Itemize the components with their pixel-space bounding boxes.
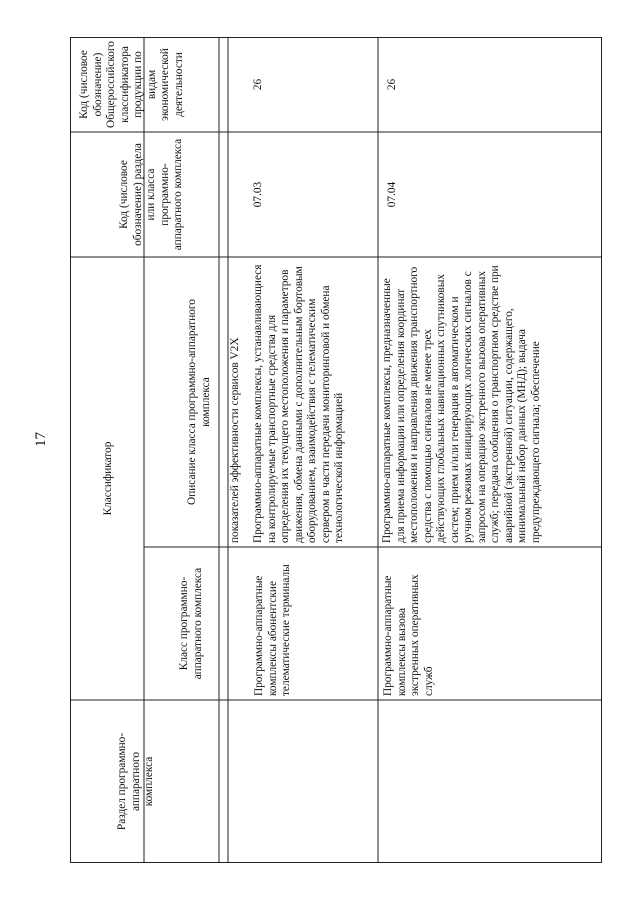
row-1-code: 07.03 bbox=[252, 181, 264, 208]
header-description: Описание класса программно-аппаратного комплекса bbox=[186, 299, 212, 505]
header-okpd: Код (числовое обозначение) Общероссийского классификатора продукции по видам экономической деятельности bbox=[78, 41, 185, 128]
classifier-table bbox=[70, 37, 602, 863]
header-code: Код (числовое обозначение) раздела или класса программно-аппаратного комплекса bbox=[118, 138, 184, 251]
spacer-row bbox=[219, 257, 228, 547]
row-2-code: 07.04 bbox=[386, 181, 398, 208]
row-2-class: Программно-аппаратные комплексы вызова экстренных оперативных служб bbox=[382, 574, 435, 696]
row-0-description: показателей эффективности сервисов V2X bbox=[229, 337, 241, 543]
header-section: Раздел программно-аппаратного комплекса bbox=[116, 732, 155, 831]
page-number: 17 bbox=[33, 432, 49, 447]
row-1-description: Программно-аппаратные комплексы, устанавливающиеся на контролируемые транспортные средства для определения их текущего местоположения и параметров движения, обмена данными с дополнительным бортовым оборудованием, взаимодействия с телематическим сервером в части передачи мониторинговой и обмена технологической информацией bbox=[252, 264, 345, 543]
row-1-class: Программно-аппаратные комплексы абонентские телематические терминалы bbox=[253, 564, 292, 696]
row-2-okpd: 26 bbox=[386, 78, 398, 91]
header-classifier: Классификатор bbox=[102, 441, 114, 516]
row-2-description: Программно-аппаратные комплексы, предназначенные для приема информации или определения координат местоположения и направления движения транспортного средства с помощью сигналов не менее трех действующих глобальных навигационных спутниковых систем; прием и/или генерация в автоматическом и ручном режимах инициирующих логических сигналов с запросом на операцию экстренного вызова оперативных служб; передача сообщения о транспортном средстве при аварийной (экстренной) ситуации, содержащего, минимальный набор данных (МНД); выдача предупреждающего сигнала; обеспечение bbox=[381, 265, 542, 543]
header-class: Класс программно-аппаратного комплекса bbox=[178, 567, 204, 680]
row-1-okpd: 26 bbox=[252, 78, 264, 91]
